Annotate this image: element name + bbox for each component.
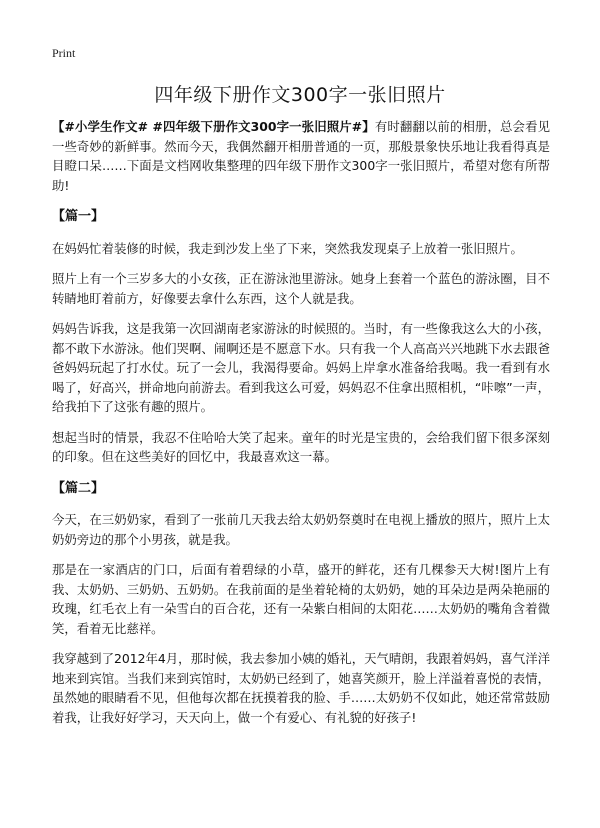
- section-2-paragraph-3: 我穿越到了2012年4月，那时候，我去参加小姨的婚礼，天气晴朗，我跟着妈妈，喜气洋洋地来到宾馆。当我们来到宾馆时，太奶奶已经到了，她喜笑颜开，脸上洋溢着喜悦的表情，虽然她的眼睛看不见，但他每次都在抚摸着我的脸、手……太奶奶不仅如此，她还常常鼓励着我，让我好好学习，天天向上，做一个有爱心、有礼貌的好孩子!: [52, 651, 550, 725]
- section-heading-1: 【篇一】: [52, 209, 105, 224]
- print-link[interactable]: Print: [52, 46, 76, 60]
- intro-tags: 【#小学生作文# #四年级下册作文300字一张旧照片#】: [52, 119, 375, 134]
- section-1-paragraph-3: 妈妈告诉我，这是我第一次回湖南老家游泳的时候照的。当时，有一些像我这么大的小孩，都不敢下水游泳。他们哭啊、闹啊还是不愿意下水。只有我一个人高高兴兴地跳下水去跟爸爸妈妈玩起了打水仗。玩了一会儿，我渴得要命。妈妈上岸拿水准备给我喝。我一看到有水喝了，好高兴，拼命地向前游去。看到我这么可爱，妈妈忍不住拿出照相机，“咔嚓”一声，给我拍下了这张有趣的照片。: [52, 321, 550, 414]
- article-body: [52, 117, 550, 738]
- section-1-paragraph-4: 想起当时的情景，我忍不住哈哈大笑了起来。童年的时光是宝贵的，会给我们留下很多深刻的印象。但在这些美好的回忆中，我最喜欢这一幕。: [52, 429, 550, 464]
- section-1-paragraph-1: 在妈妈忙着装修的时候，我走到沙发上坐了下来，突然我发现桌子上放着一张旧照片。: [52, 240, 523, 256]
- article-title: 四年级下册作文300字一张旧照片: [154, 84, 446, 106]
- section-2-paragraph-2: 那是在一家酒店的门口，后面有着碧绿的小草，盛开的鲜花，还有几棵参天大树!图片上有我、太奶奶、三奶奶、五奶奶。在我前面的是坐着轮椅的太奶奶，她的耳朵边是两朵艳丽的玫瑰，红毛衣上有一朵雪白的百合花，还有一朵紫白相间的太阳花……太奶奶的嘴角含着微笑，看着无比慈祥。: [52, 562, 550, 636]
- section-2-paragraph-1: 今天，在三奶奶家，看到了一张前几天我去给太奶奶祭奠时在电视上播放的照片，照片上太奶奶旁边的那个小男孩，就是我。: [52, 512, 550, 547]
- intro-paragraph: [52, 117, 550, 195]
- section-1-paragraph-2: 照片上有一个三岁多大的小女孩，正在游泳池里游泳。她身上套着一个蓝色的游泳圈，目不转睛地盯着前方，好像要去拿什么东西，这个人就是我。: [52, 271, 550, 306]
- section-heading-2: 【篇二】: [52, 480, 105, 496]
- intro-text: 有时翻翻以前的相册，总会看见一些奇妙的新鲜事。然而今天，我偶然翻开相册普通的一页，那般景象快乐地让我看得真是目瞪口呆……下面是文档网收集整理的四年级下册作文300字一张旧照片，希望对您有所帮助!: [52, 119, 550, 193]
